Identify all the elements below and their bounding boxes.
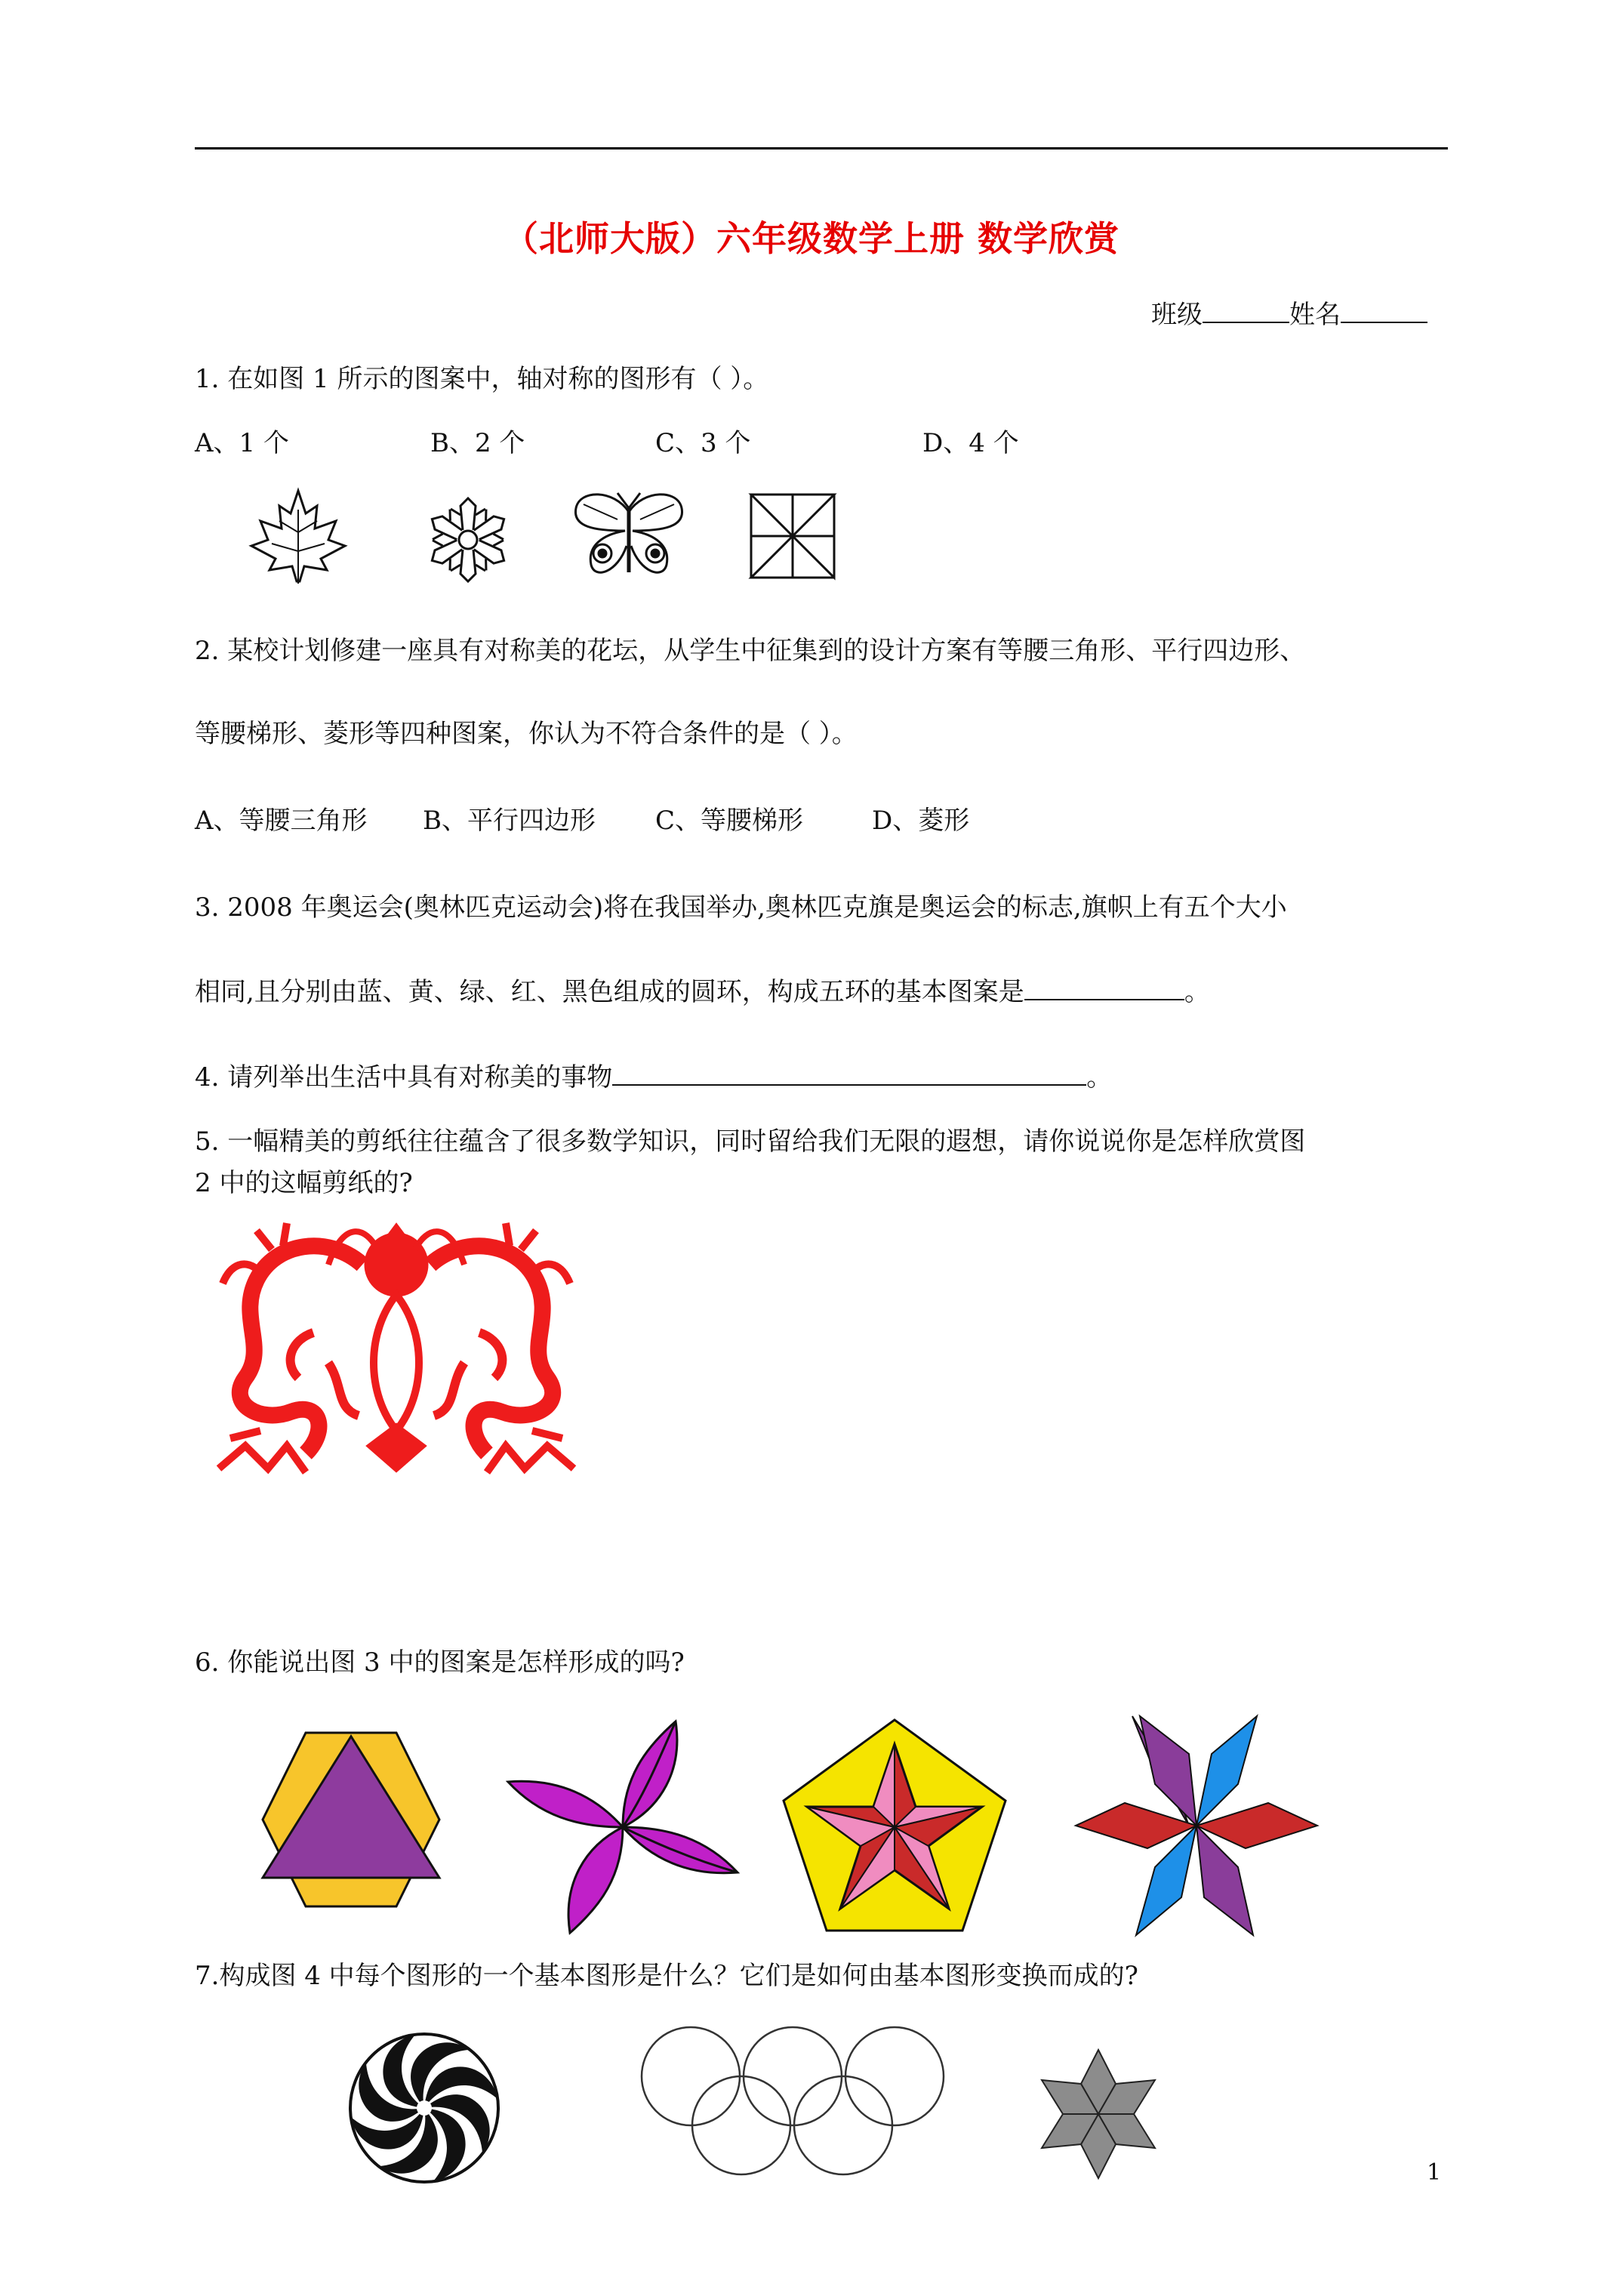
q2-option-b: B、平行四边形: [423, 806, 596, 836]
hexagon-triangle-figure: [260, 1729, 442, 1910]
q2-option-d: D、菱形: [872, 806, 970, 836]
q2-option-a: A、等腰三角形: [195, 806, 368, 836]
q1-option-a: A、1 个: [195, 428, 289, 458]
four-petal-pinwheel-figure: [502, 1718, 744, 1937]
pentagon-star-figure: [781, 1718, 1008, 1933]
olympic-rings-figure: [634, 2023, 951, 2178]
q6-text: 6. 你能说出图 3 中的图案是怎样形成的吗?: [195, 1647, 685, 1678]
q2-line1: 2. 某校计划修建一座具有对称美的花坛，从学生中征集到的设计方案有等腰三角形、平行四边形、: [195, 636, 1306, 666]
maple-leaf-icon: [245, 487, 351, 593]
q4-line: 4. 请列举出生活中具有对称美的事物 。: [195, 1062, 1113, 1093]
q3-line2: 相同,且分别由蓝、黄、绿、红、黑色组成的圆环，构成五环的基本图案是 。: [195, 977, 1210, 1007]
six-rhombus-star-figure: [1072, 1712, 1321, 1939]
name-label: 姓名: [1289, 300, 1341, 330]
header-rule: [195, 147, 1448, 149]
q3-answer-blank[interactable]: [1024, 976, 1184, 1000]
q5-line1: 5. 一幅精美的剪纸往往蕴含了很多数学知识，同时留给我们无限的遐想，请你说说你是怎样欣赏图: [195, 1126, 1306, 1157]
q1-text: 1. 在如图 1 所示的图案中，轴对称的图形有（ ）。: [195, 364, 769, 394]
class-blank[interactable]: [1203, 299, 1289, 323]
q2-line2: 等腰梯形、菱形等四种图案，你认为不符合条件的是（ ）。: [195, 719, 858, 749]
page-number: 1: [1427, 2159, 1442, 2186]
q1-option-d: D、4 个: [922, 428, 1019, 458]
class-label: 班级: [1151, 300, 1203, 330]
swirl-circle-figure: [347, 2031, 502, 2186]
q5-line2: 2 中的这幅剪纸的?: [195, 1168, 413, 1198]
q1-option-c: C、3 个: [655, 428, 751, 458]
q2-option-c: C、等腰梯形: [655, 806, 804, 836]
q4-answer-blank[interactable]: [612, 1062, 1086, 1086]
page-title: （北师大版）六年级数学上册 数学欣赏: [503, 218, 1119, 259]
butterfly-icon: [572, 489, 685, 580]
q3-line1: 3. 2008 年奥运会(奥林匹克运动会)将在我国举办,奥林匹克旗是奥运会的标志,旗帜上有五个大小: [195, 892, 1287, 923]
snowflake-icon: [419, 491, 517, 589]
name-blank[interactable]: [1341, 299, 1427, 323]
class-name-fields: [1151, 298, 1427, 331]
gray-six-rhombus-star-figure: [1034, 2046, 1163, 2182]
q7-text: 7.构成图 4 中每个图形的一个基本图形是什么？它们是如何由基本图形变换而成的?: [195, 1961, 1138, 1991]
pinwheel-icon: [747, 491, 838, 581]
red-double-dragon-papercut: [215, 1219, 577, 1484]
q1-option-b: B、2 个: [430, 428, 525, 458]
